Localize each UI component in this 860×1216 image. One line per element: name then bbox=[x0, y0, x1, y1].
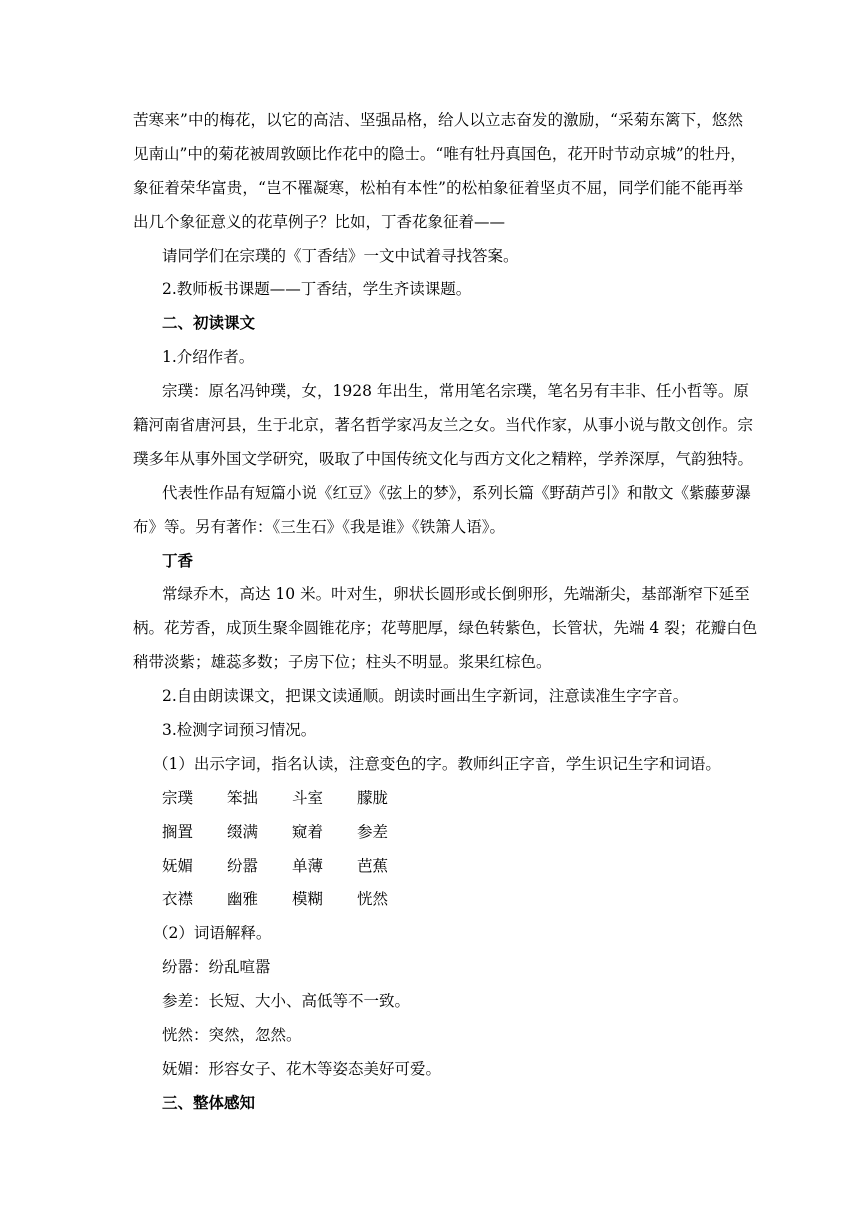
vocab-word: 笨拙 bbox=[227, 788, 259, 807]
text-line: 见南山”中的菊花被周敦颐比作花中的隐士。“唯有牡丹真国色，花开时节动京城”的牡丹， bbox=[133, 144, 746, 163]
paragraph: （2）词语解释。 bbox=[153, 924, 272, 943]
vocab-word: 窥着 bbox=[292, 822, 324, 841]
text-line: 柄。花芳香，成顶生聚伞圆锥花序；花萼肥厚，绿色转紫色，长管状，先端 4 裂；花瓣白色 bbox=[133, 619, 758, 638]
works-paragraph bbox=[133, 477, 752, 545]
text-line: 稍带淡紫；雄蕊多数；子房下位；柱头不明显。浆果红棕色。 bbox=[133, 653, 552, 672]
vocab-word: 模糊 bbox=[292, 890, 324, 909]
text-line: 布》等。另有著作：《三生石》《我是谁》《铁箫人语》。 bbox=[133, 517, 506, 536]
section-heading: 三、整体感知 bbox=[162, 1093, 256, 1112]
vocab-word: 朦胧 bbox=[357, 788, 389, 807]
vocab-word: 参差 bbox=[357, 822, 389, 841]
lilac-paragraph bbox=[133, 578, 758, 680]
word-row bbox=[133, 883, 743, 917]
vocab-word: 幽雅 bbox=[227, 890, 259, 909]
definition-item: 恍然：突然，忽然。 bbox=[162, 1026, 302, 1045]
definition-item: 纷嚣：纷乱喧嚣 bbox=[162, 958, 271, 977]
document-page bbox=[133, 104, 758, 1121]
text-line: 代表性作品有短篇小说《红豆》《弦上的梦》，系列长篇《野葫芦引》和散文《紫藤萝瀑 bbox=[162, 483, 752, 502]
section-heading: 二、初读课文 bbox=[162, 314, 256, 333]
vocab-word: 芭蕉 bbox=[357, 856, 389, 875]
paragraph: 1.介绍作者。 bbox=[162, 348, 255, 367]
vocab-word: 纷嚣 bbox=[227, 856, 259, 875]
paragraph: 2.教师板书课题——丁香结，学生齐读课题。 bbox=[162, 280, 472, 299]
paragraph: （1）出示字词，指名认读，注意变色的字。教师纠正字音，学生识记生字和词语。 bbox=[153, 754, 721, 773]
text-line: 宗璞：原名冯钟璞，女，1928 年出生，常用笔名宗璞，笔名另有丰非、任小哲等。原 bbox=[162, 382, 749, 401]
vocab-word: 斗室 bbox=[292, 788, 324, 807]
word-list bbox=[133, 782, 743, 918]
vocab-word: 搁置 bbox=[162, 822, 194, 841]
subsection-heading: 丁香 bbox=[162, 551, 194, 570]
author-paragraph bbox=[133, 375, 754, 477]
text-line: 象征着荣华富贵，“岂不罹凝寒，松柏有本性”的松柏象征着坚贞不屈，同学们能不能再举 bbox=[133, 178, 743, 197]
vocab-word: 单薄 bbox=[292, 856, 324, 875]
vocab-word: 缀满 bbox=[227, 822, 259, 841]
paragraph: 2.自由朗读课文，把课文读通顺。朗读时画出生字新词，注意读准生字字音。 bbox=[162, 687, 689, 706]
vocab-word: 妩媚 bbox=[162, 856, 194, 875]
vocab-word: 宗璞 bbox=[162, 788, 194, 807]
text-line: 璞多年从事外国文学研究，吸取了中国传统文化与西方文化之精粹，学养深厚，气韵独特。 bbox=[133, 449, 754, 468]
word-row bbox=[133, 816, 743, 850]
text-line: 籍河南省唐河县，生于北京，著名哲学家冯友兰之女。当代作家，从事小说与散文创作。宗 bbox=[133, 416, 754, 435]
word-row bbox=[133, 850, 743, 884]
word-row bbox=[133, 782, 743, 816]
paragraph: 3.检测字词预习情况。 bbox=[162, 721, 317, 740]
vocab-word: 衣襟 bbox=[162, 890, 194, 909]
paragraph: 请同学们在宗璞的《丁香结》一文中试着寻找答案。 bbox=[162, 246, 519, 265]
vocab-word: 恍然 bbox=[357, 890, 389, 909]
text-line: 常绿乔木，高达 10 米。叶对生，卵状长圆形或长倒卵形，先端渐尖，基部渐窄下延至 bbox=[162, 585, 750, 604]
intro-paragraph bbox=[133, 104, 746, 240]
definition-item: 妩媚：形容女子、花木等姿态美好可爱。 bbox=[162, 1059, 442, 1078]
text-line: 苦寒来”中的梅花，以它的高洁、坚强品格，给人以立志奋发的激励，“采菊东篱下，悠然 bbox=[133, 111, 743, 129]
definition-item: 参差：长短、大小、高低等不一致。 bbox=[162, 992, 411, 1011]
definition-list bbox=[133, 951, 743, 1087]
text-line: 出几个象征意义的花草例子？比如，丁香花象征着—— bbox=[133, 212, 506, 231]
